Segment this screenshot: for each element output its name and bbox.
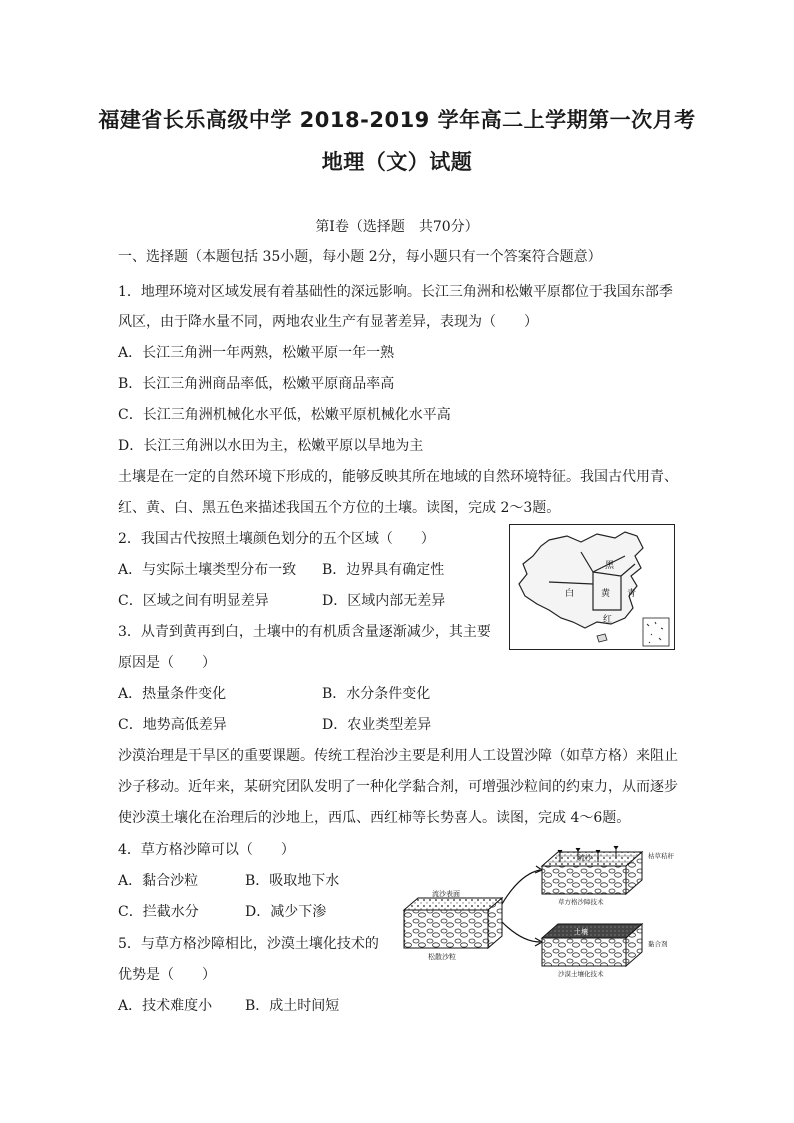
q5-option-a: A．技术难度小 [118,998,213,1014]
q1-option-c: C．长江三角洲机械化水平低，松嫩平原机械化水平高 [118,407,451,423]
q1-stem-line2: 风区，由于降水量不同，两地农业生产有显著差异，表现为（ ） [118,314,538,330]
q3-option-a: A．热量条件变化 [118,686,227,702]
arrow-down [502,922,540,942]
soil-caption: 沙漠土壤化技术 [558,970,604,978]
q4-stem: 4．草方格沙障可以（ ） [118,842,295,858]
q1-option-a: A．长江三角洲一年两熟，松嫩平原一年一熟 [118,345,395,361]
sand-control-diagram [398,838,688,980]
map-label-huang: 黄 [601,589,611,599]
q3-option-c: C．地势高低差异 [118,717,227,733]
map-label-qing: 青 [627,589,637,599]
china-soil-map [509,524,675,650]
q2-option-a: A．与实际土壤类型分布一致 [118,562,297,578]
page-title-line1: 福建省长乐高级中学 2018-2019 学年高二上学期第一次月考 [98,108,696,132]
grass-caption: 草方格沙障技术 [558,898,604,906]
south-sea-inset [643,618,669,646]
soil-label: 土壤 [574,928,588,936]
q2-option-d: D．区域内部无差异 [322,593,446,609]
q1-option-d: D．长江三角洲以水田为主，松嫩平原以旱地为主 [118,438,424,454]
soil-block [542,924,668,978]
passage2-line3: 使沙漠土壤化在治理后的沙地上，西瓜、西红柿等长势喜人。读图，完成 4～6题。 [118,810,631,826]
q2-stem: 2．我国古代按照土壤颜色划分的五个区域（ ） [118,531,435,547]
q4-option-d: D．减少下渗 [245,904,327,920]
passage2-line2: 沙子移动。近年来，某研究团队发明了一种化学黏合剂，可增强沙粒间的约束力，从而逐步 [118,779,678,795]
passage1-line1: 土壤是在一定的自然环境下形成的，能够反映其所在地域的自然环境特征。我国古代用青、 [118,469,678,485]
q1-option-b: B．长江三角洲商品率低，松嫩平原商品率高 [118,376,395,392]
q4-option-b: B．吸取地下水 [245,873,340,889]
q4-option-c: C．拦截水分 [118,904,199,920]
q1-stem-line1: 1．地理环境对区域发展有着基础性的深远影响。长江三角洲和松嫩平原都位于我国东部季 [118,284,673,300]
q4-option-a: A．黏合沙粒 [118,873,199,889]
q2-option-b: B．边界具有确定性 [322,562,445,578]
straw-label: 枯草秸秆 [648,852,674,860]
passage2-line1: 沙漠治理是干旱区的重要课题。传统工程治沙主要是利用人工设置沙障（如草方格）来阻止 [118,748,678,764]
map-label-hong: 红 [603,615,613,625]
q3-option-d: D．农业类型差异 [322,717,432,733]
q5-stem-line2: 优势是（ ） [118,967,216,983]
sand-label: 流沙 [578,854,592,862]
map-label-bai: 白 [565,589,575,599]
section-instruction: 一、选择题（本题包括 35小题，每小题 2分，每小题只有一个答案符合题意） [118,249,602,265]
q2-option-c: C．区域之间有明显差异 [118,593,269,609]
loose-surface-label: 流沙表面 [432,890,460,898]
q5-option-b: B．成土时间短 [245,998,340,1014]
page-title-line2: 地理（文）试题 [321,150,473,174]
map-label-hei: 黑 [605,561,615,571]
q3-stem-line2: 原因是（ ） [118,655,216,671]
q5-stem-line1: 5．与草方格沙障相比，沙漠土壤化技术的 [118,936,379,952]
loose-sand-block [404,889,502,961]
grass-checkerboard-block [542,846,675,906]
passage1-line2: 红、黄、白、黑五色来描述我国五个方位的土壤。读图，完成 2～3题。 [118,500,561,516]
part-heading: 第Ⅰ卷（选择题 共70分） [315,219,479,235]
q3-option-b: B．水分条件变化 [322,686,431,702]
q3-stem-line1: 3．从青到黄再到白，土壤中的有机质含量逐渐减少，其主要 [118,624,491,640]
arrow-up [502,870,540,904]
loose-sand-label: 松散沙粒 [428,953,456,961]
glue-label: 黏合剂 [648,940,668,948]
